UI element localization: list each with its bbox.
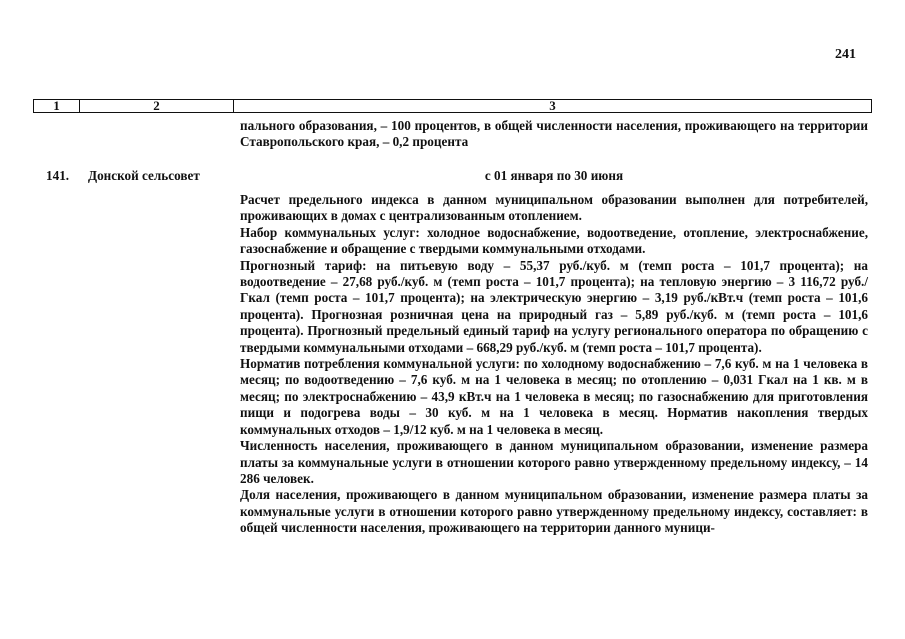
paragraph-calculation: Расчет предельного индекса в данном муниципальном образовании выполнен для потребителей, проживающих в домах с централизованным отоплением. xyxy=(240,192,868,224)
paragraph-share: Доля населения, проживающего в данном муниципальном образовании, изменение размера платы за коммунальные услуги в отношении которого равно утвержденному предельному индексу, составляет: в общей численности населения, проживающего на территории данного муници- xyxy=(240,487,868,536)
entry-name: Донской сельсовет xyxy=(88,168,200,183)
entry-period: с 01 января по 30 июня xyxy=(484,168,624,183)
paragraph-norms: Норматив потребления коммунальной услуги: по холодному водоснабжению – 7,6 куб. м на 1 человека в месяц; по водоотведению – 7,6 куб. м на 1 человека в месяц; по отоплению – 0,031 Гкал на 1 кв. м в месяц; по электроснабжению – 43,9 кВт.ч на 1 человека в месяц; по газоснабжению для приготовления пищи и подогрева воды – 30 куб. м на 1 человека в месяц. Норматив накопления твердых коммунальных отходов – 1,9/12 куб. м на 1 человека в месяц. xyxy=(240,356,868,437)
paragraph-services: Набор коммунальных услуг: холодное водоснабжение, водоотведение, отопление, электроснабжение, газоснабжение и обращение с твердыми коммунальными отходами. xyxy=(240,224,868,257)
header-col-3: 3 xyxy=(549,98,556,113)
table-header-row xyxy=(33,99,872,113)
header-col-1: 1 xyxy=(34,100,80,112)
entry-body xyxy=(240,192,868,537)
page-number: 241 xyxy=(835,47,856,62)
continuation-text: пального образования, – 100 процентов, в общей численности населения, проживающего на территории Ставропольского края, – 0,2 процента xyxy=(240,118,868,150)
header-col-2: 2 xyxy=(80,100,234,112)
entry-number: 141. xyxy=(46,168,70,183)
paragraph-tariffs: Прогнозный тариф: на питьевую воду – 55,37 руб./куб. м (темп роста – 101,7 процента); на водоотведение – 27,68 руб./куб. м (темп роста – 101,7 процента); на тепловую энергию – 3 116,72 руб./Гкал (темп роста – 101,7 процента); на электрическую энергию – 3,19 руб./кВт.ч (темп роста – 101,6 процента). Прогнозная розничная цена на природный газ – 5,89 руб./куб. м (темп роста – 101,6 процента). Прогнозный предельный единый тариф на услугу регионального оператора по обращению с твердыми коммунальными отходами – 668,29 руб./куб. м (темп роста – 101,7 процента). xyxy=(240,257,868,355)
paragraph-population: Численность населения, проживающего в данном муниципальном образовании, изменение размера платы за коммунальные услуги в отношении которого равно утвержденному предельному индексу, – 14 286 человек. xyxy=(240,438,868,486)
